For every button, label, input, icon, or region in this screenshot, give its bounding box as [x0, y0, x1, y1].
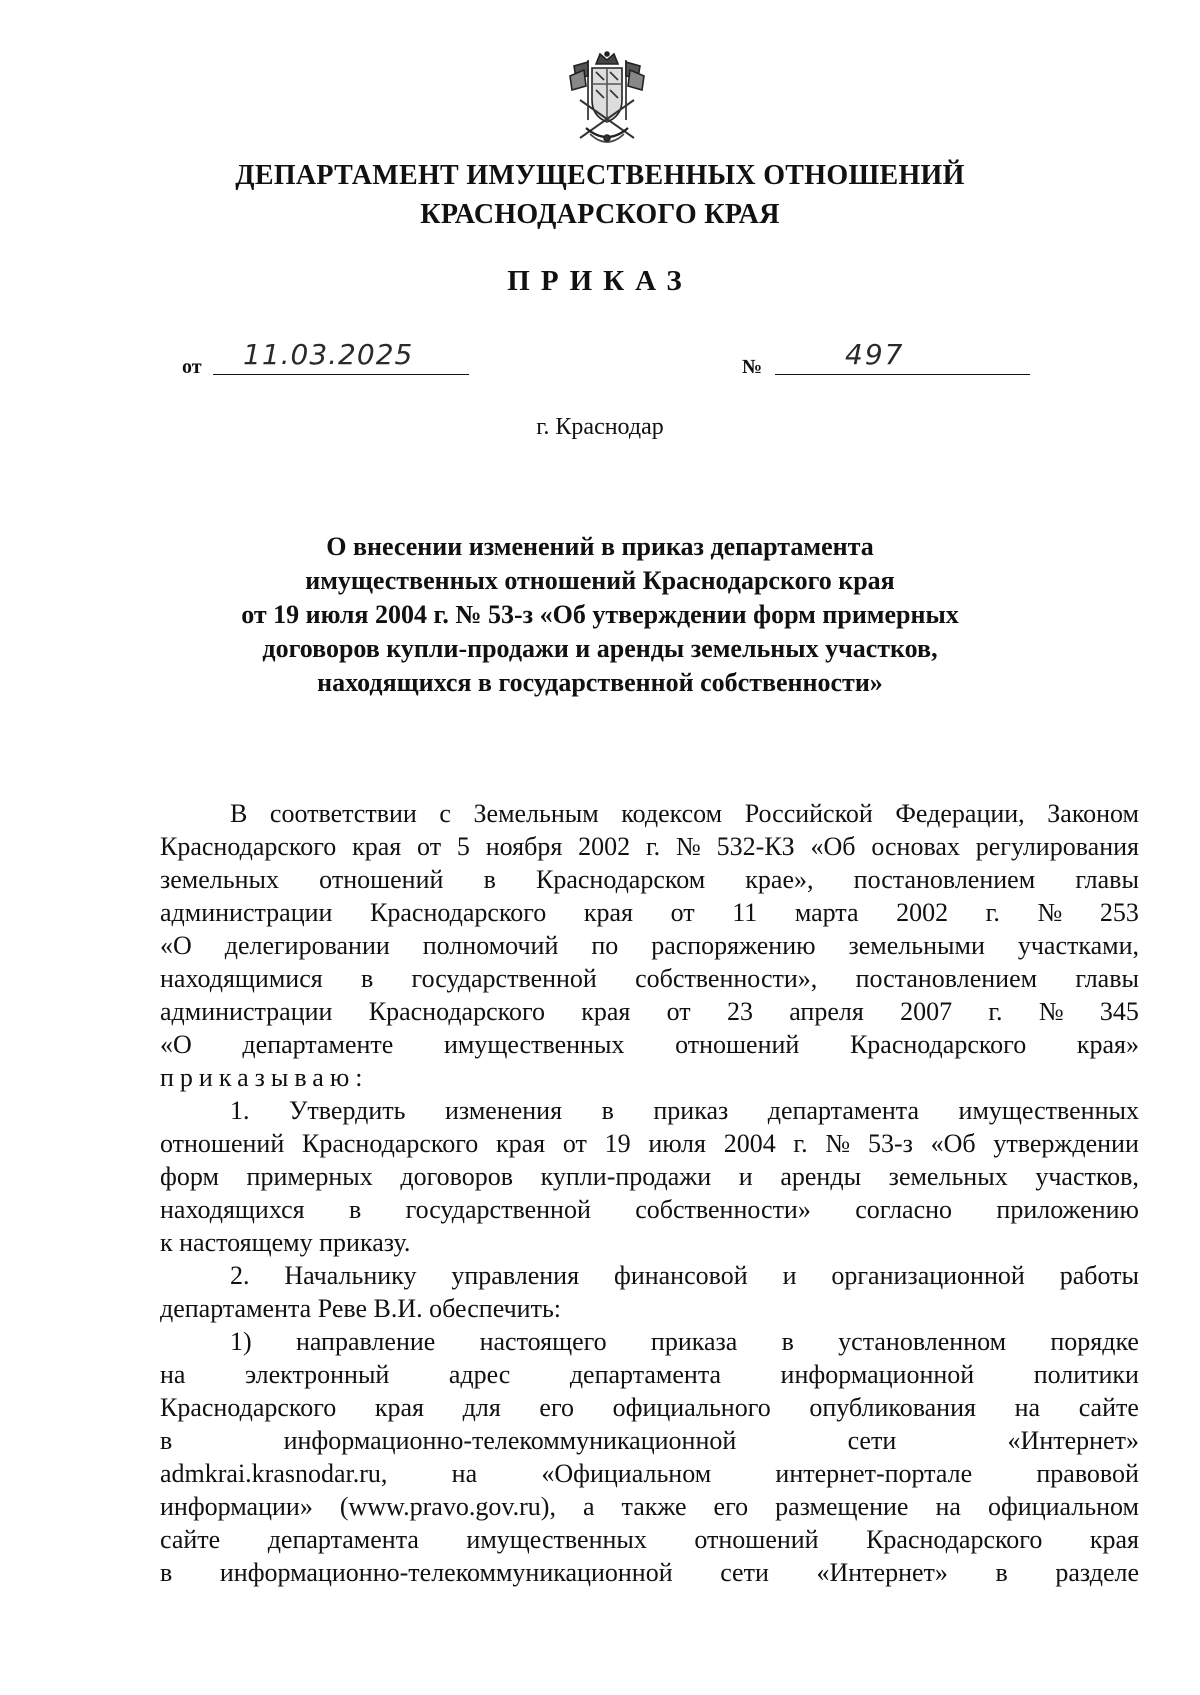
word: администрации — [160, 997, 333, 1026]
word: имущественных — [443, 1030, 625, 1059]
word: Краснодарского — [370, 898, 547, 927]
word: договоров — [400, 1162, 513, 1191]
word: Краснодарском — [535, 865, 706, 894]
word: 2004 — [723, 1129, 776, 1158]
word: полномочий — [422, 931, 559, 960]
word: с — [439, 799, 451, 828]
word: на — [935, 1492, 961, 1521]
word: Утвердить — [289, 1096, 406, 1125]
document-type: ПРИКАЗ — [507, 265, 693, 297]
word: апреля — [789, 997, 864, 1026]
date-label: от — [182, 356, 202, 378]
word: разделе — [1055, 1558, 1139, 1587]
word: г. — [645, 832, 661, 861]
word: государственной — [405, 1195, 591, 1224]
word: изменения — [445, 1096, 563, 1125]
word: утверждении — [993, 1129, 1139, 1158]
body-line: департамента Реве В.И. обеспечить: — [160, 1294, 562, 1323]
word: от — [670, 898, 695, 927]
word: настоящего — [479, 1327, 607, 1356]
coat-of-arms-icon — [566, 50, 648, 150]
word: департамента — [767, 1096, 920, 1125]
word: от — [562, 1129, 587, 1158]
body-line-prikazyvayu: приказываю: — [160, 1063, 369, 1092]
word: правовой — [1036, 1459, 1139, 1488]
word: собственности» — [635, 1195, 811, 1224]
body-line — [160, 1523, 1139, 1556]
body-line — [160, 995, 1139, 1028]
word: Законом — [1047, 799, 1139, 828]
date-underline — [213, 374, 469, 375]
word: соответствии — [269, 799, 417, 828]
word: для — [462, 1393, 501, 1422]
title-line: договоров купли-продажи и аренды земельных участков, — [262, 634, 938, 663]
body-line — [160, 1160, 1139, 1193]
word: края — [374, 1393, 424, 1422]
word: в — [995, 1558, 1008, 1587]
body-line — [160, 1193, 1139, 1226]
word: 253 — [1099, 898, 1139, 927]
body-line — [160, 1094, 1139, 1127]
body-line — [160, 1424, 1139, 1457]
organization-name-line-2: КРАСНОДАРСКОГО КРАЯ — [420, 199, 780, 230]
word: № — [676, 832, 701, 861]
word: размещение — [775, 1492, 909, 1521]
body-line — [160, 1490, 1139, 1523]
number-underline — [775, 374, 1030, 375]
word: сайте — [1078, 1393, 1139, 1422]
word: 2007 — [900, 997, 953, 1026]
word: департамента — [569, 1360, 722, 1389]
word: финансовой — [613, 1261, 748, 1290]
word: основах — [871, 832, 960, 861]
word: и — [782, 1261, 797, 1290]
word: В — [230, 799, 248, 828]
word: постановлением — [855, 964, 1038, 993]
body-line — [160, 830, 1139, 863]
word: на — [160, 1360, 186, 1389]
word: «О — [160, 1030, 192, 1059]
body-line — [160, 1028, 1139, 1061]
word: земельных — [888, 1162, 1008, 1191]
word: форм — [160, 1162, 219, 1191]
word: отношений — [319, 865, 444, 894]
word: № — [1037, 898, 1063, 927]
word: марта — [794, 898, 859, 927]
word: 532-КЗ — [716, 832, 795, 861]
word: информации» — [160, 1492, 313, 1521]
word: работы — [1059, 1261, 1139, 1290]
word: официального — [612, 1393, 771, 1422]
word: порядке — [1050, 1327, 1139, 1356]
word: в — [483, 865, 496, 894]
word: 5 — [456, 832, 470, 861]
body-line — [160, 1259, 1139, 1292]
word: согласно — [855, 1195, 953, 1224]
word: его — [539, 1393, 574, 1422]
body-line — [160, 962, 1139, 995]
word: в — [160, 1426, 173, 1455]
word: также — [621, 1492, 687, 1521]
title-line: находящихся в государственной собственности» — [317, 668, 883, 697]
word: края — [581, 997, 631, 1026]
word: участками, — [1017, 931, 1139, 960]
word: края — [583, 898, 633, 927]
word: г. — [988, 997, 1003, 1026]
word: (www.pravo.gov.ru), — [339, 1492, 556, 1521]
word: администрации — [160, 898, 333, 927]
organization-name-line-1: ДЕПАРТАМЕНТ ИМУЩЕСТВЕННЫХ ОТНОШЕНИЙ — [235, 160, 965, 191]
word: управления — [451, 1261, 580, 1290]
word: информационной — [780, 1360, 975, 1389]
word: № — [1038, 997, 1064, 1026]
word: имущественных — [466, 1525, 647, 1554]
word: а — [582, 1492, 595, 1521]
document-title — [100, 530, 1100, 700]
word: интернет-портале — [775, 1459, 973, 1488]
word: организационной — [831, 1261, 1025, 1290]
word: № — [825, 1129, 851, 1158]
body-line — [160, 929, 1139, 962]
word: сайте — [160, 1525, 221, 1554]
body-line — [160, 863, 1139, 896]
word: земельными — [848, 931, 985, 960]
word: сети — [720, 1558, 769, 1587]
word: департаменте — [242, 1030, 394, 1059]
word: главы — [1075, 964, 1139, 993]
word: участков, — [1035, 1162, 1139, 1191]
handwritten-number: 497 — [845, 338, 905, 371]
word: находящимися — [160, 964, 323, 993]
word: Краснодарского — [160, 832, 337, 861]
word: 2002 — [578, 832, 631, 861]
word: сети — [847, 1426, 897, 1455]
word: г. — [793, 1129, 808, 1158]
word: в — [348, 1195, 362, 1224]
word: «О — [160, 931, 192, 960]
word: 11 — [732, 898, 758, 927]
word: «Об — [810, 832, 856, 861]
word: Федерации, — [895, 799, 1025, 828]
word: кодексом — [621, 799, 723, 828]
document-body — [160, 797, 1139, 1589]
word: приложению — [996, 1195, 1139, 1224]
word: «Об — [930, 1129, 976, 1158]
word: 345 — [1099, 997, 1139, 1026]
word: информационно-телекоммуникационной — [219, 1558, 673, 1587]
word: «Интернет» — [1007, 1426, 1139, 1455]
word: Российской — [744, 799, 873, 828]
word: 53-з — [867, 1129, 913, 1158]
word: ноября — [485, 832, 563, 861]
word: г. — [985, 898, 1000, 927]
word: 23 — [726, 997, 753, 1026]
word: делегировании — [224, 931, 390, 960]
word: распоряжению — [651, 931, 816, 960]
word: отношений — [675, 1030, 800, 1059]
word: приказа — [650, 1327, 738, 1356]
word: Краснодарского — [301, 1129, 479, 1158]
word: в — [160, 1558, 173, 1587]
word: 1) — [230, 1327, 252, 1356]
word: информационно-телекоммуникационной — [283, 1426, 737, 1455]
body-line — [160, 1457, 1139, 1490]
word: Начальнику — [284, 1261, 417, 1290]
word: электронный — [244, 1360, 390, 1389]
body-line — [160, 1358, 1139, 1391]
word: 2. — [230, 1261, 250, 1290]
word: регулирования — [975, 832, 1139, 861]
word: находящихся — [160, 1195, 305, 1224]
word: приказ — [653, 1096, 729, 1125]
title-line: от 19 июля 2004 г. № 53-з «Об утверждении форм примерных — [241, 600, 959, 629]
word: по — [591, 931, 619, 960]
word: государственной — [411, 964, 597, 993]
word: июля — [648, 1129, 706, 1158]
word: 1. — [230, 1096, 250, 1125]
city: г. Краснодар — [536, 414, 664, 440]
word: от — [666, 997, 691, 1026]
word: департамента — [267, 1525, 419, 1554]
word: и — [738, 1162, 753, 1191]
word: постановлением — [853, 865, 1036, 894]
word: купли-продажи — [540, 1162, 712, 1191]
word: политики — [1033, 1360, 1139, 1389]
word: края — [495, 1129, 546, 1158]
word: собственности», — [635, 964, 818, 993]
word: Краснодарского — [866, 1525, 1043, 1554]
word: земельных — [160, 865, 280, 894]
body-line — [160, 896, 1139, 929]
body-line: к настоящему приказу. — [160, 1228, 411, 1257]
word: его — [713, 1492, 749, 1521]
word: «Официальном — [541, 1459, 712, 1488]
body-line — [160, 1391, 1139, 1424]
word: края — [352, 832, 402, 861]
body-line — [160, 1325, 1139, 1358]
word: от — [417, 832, 442, 861]
word: в — [360, 964, 374, 993]
word: установленном — [838, 1327, 1007, 1356]
word: Краснодарского — [849, 1030, 1027, 1059]
word: admkrai.krasnodar.ru, — [160, 1459, 388, 1488]
word: примерных — [246, 1162, 373, 1191]
title-line: имущественных отношений Краснодарского края — [305, 566, 895, 595]
handwritten-date: 11.03.2025 — [243, 338, 414, 371]
body-line — [160, 1556, 1139, 1589]
word: адрес — [448, 1360, 511, 1389]
word: 19 — [604, 1129, 631, 1158]
word: края — [1089, 1525, 1139, 1554]
word: главы — [1075, 865, 1139, 894]
word: имущественных — [958, 1096, 1139, 1125]
word: направление — [295, 1327, 436, 1356]
word: Краснодарского — [368, 997, 545, 1026]
word: в — [601, 1096, 614, 1125]
word: на — [451, 1459, 478, 1488]
word: опубликования — [809, 1393, 976, 1422]
title-line: О внесении изменений в приказ департамента — [326, 532, 874, 561]
body-line — [160, 797, 1139, 830]
number-label: № — [742, 356, 763, 378]
word: на — [1014, 1393, 1041, 1422]
word: «Интернет» — [816, 1558, 948, 1587]
body-line — [160, 1127, 1139, 1160]
word: аренды — [780, 1162, 862, 1191]
word: 2002 — [896, 898, 949, 927]
word: в — [781, 1327, 794, 1356]
word: отношений — [694, 1525, 819, 1554]
word: крае», — [745, 865, 814, 894]
word: отношений — [160, 1129, 285, 1158]
word: края» — [1076, 1030, 1139, 1059]
word: Земельным — [473, 799, 599, 828]
word: Краснодарского — [160, 1393, 337, 1422]
word: официальном — [987, 1492, 1139, 1521]
